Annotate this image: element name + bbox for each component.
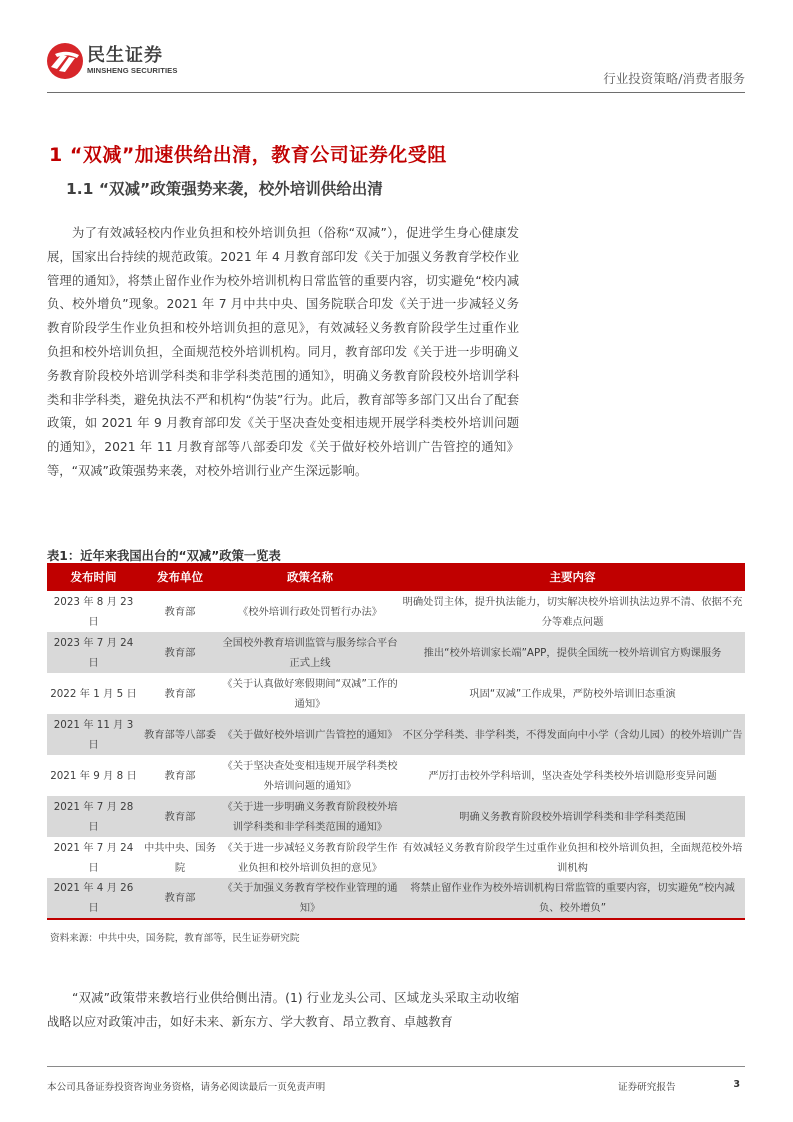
cell-date: 2021 年 4 月 26 日 [47,878,140,919]
section-label: 行业投资策略/消费者服务 [603,71,745,86]
cell-policy: 《关于认真做好寒假期间“双减”工作的通知》 [220,673,400,714]
table-source-note: 资料来源：中共中央，国务院，教育部等，民生证券研究院 [50,933,300,944]
cell-policy: 《关于进一步减轻义务教育阶段学生作业负担和校外培训负担的意见》 [220,837,400,878]
cell-issuer: 教育部 [140,796,220,837]
cell-content: 巩固“双减”工作成果，严防校外培训旧态重演 [400,673,745,714]
table-header-row [47,563,745,591]
cell-issuer: 中共中央、国务院 [140,837,220,878]
table-row [47,878,745,919]
cell-date: 2023 年 8 月 23 日 [47,591,140,632]
logo-chinese-name: 民生证券 [87,45,163,66]
cell-policy: 《关于进一步明确义务教育阶段校外培训学科类和非学科类范围的通知》 [220,796,400,837]
cell-policy: 全国校外教育培训监管与服务综合平台正式上线 [220,632,400,673]
cell-policy: 《关于坚决查处变相违规开展学科类校外培训问题的通知》 [220,755,400,796]
cell-content: 有效减轻义务教育阶段学生过重作业负担和校外培训负担，全面规范校外培训机构 [400,837,745,878]
column-header-date: 发布时间 [47,563,140,591]
policy-table [47,563,745,920]
company-logo [47,43,178,79]
column-header-issuer: 发布单位 [140,563,220,591]
logo-swoosh-icon [47,43,83,79]
body-paragraph-1: 为了有效减轻校内作业负担和校外培训负担（俗称“双减”），促进学生身心健康发展，国家出台持续的规范政策。2021 年 4 月教育部印发《关于加强义务教育学校作业管理的通知》，将禁止留作业作为校外培训机构日常监管的重要内容，切实避免“校内减负、校外增负”现象。2021 年 7 月中共中央、国务院联合印发《关于进一步减轻义务教育阶段学生作业负担和校外培训负担的意见》，有效减轻义务教育阶段学生过重作业负担和校外培训负担，全面规范校外培训机构。同月，教育部印发《关于进一步明确义务教育阶段校外培训学科类和非学科类范围的通知》，明确义务教育阶段校外培训学科类和非学科类，避免执法不严和机构“伪装”行为。此后，教育部等多部门又出台了配套政策，如 2021 年 9 月教育部印发《关于坚决查处变相违规开展学科类校外培训问题的通知》，2021 年 11 月教育部等八部委印发《关于做好校外培训广告管控的通知》等，“双减”政策强势来袭，对校外培训行业产生深远影响。 [47,226,519,478]
cell-date: 2021 年 9 月 8 日 [47,755,140,796]
table-title: 表1：近年来我国出台的“双减”政策一览表 [47,549,281,563]
table-row [47,714,745,755]
subsection-heading: 1.1 “双减”政策强势来袭，校外培训供给出清 [66,180,383,198]
table-row [47,591,745,632]
cell-issuer: 教育部 [140,632,220,673]
table-row [47,837,745,878]
cell-policy: 《关于做好校外培训广告管控的通知》 [220,714,400,755]
section-heading: 1 “双减”加速供给出清，教育公司证券化受阻 [49,144,447,166]
footer-disclaimer: 本公司具备证券投资咨询业务资格，请务必阅读最后一页免责声明 [47,1082,326,1093]
cell-issuer: 教育部 [140,755,220,796]
cell-date: 2022 年 1 月 5 日 [47,673,140,714]
cell-content: 将禁止留作业作为校外培训机构日常监管的重要内容，切实避免“校内减负、校外增负” [400,878,745,919]
cell-date: 2021 年 7 月 28 日 [47,796,140,837]
cell-issuer: 教育部 [140,878,220,919]
cell-content: 明确义务教育阶段校外培训学科类和非学科类范围 [400,796,745,837]
table-row [47,796,745,837]
table-row [47,673,745,714]
cell-issuer: 教育部 [140,591,220,632]
cell-policy: 《关于加强义务教育学校作业管理的通知》 [220,878,400,919]
cell-content: 推出“校外培训家长端”APP，提供全国统一校外培训官方购课服务 [400,632,745,673]
cell-date: 2021 年 7 月 24 日 [47,837,140,878]
cell-content: 严厉打击校外学科培训，坚决查处学科类校外培训隐形变异问题 [400,755,745,796]
page-header [47,43,745,93]
cell-content: 明确处罚主体，提升执法能力，切实解决校外培训执法边界不清、依据不充分等难点问题 [400,591,745,632]
page-number: 3 [733,1079,740,1090]
cell-date: 2021 年 11 月 3 日 [47,714,140,755]
column-header-content: 主要内容 [400,563,745,591]
table-row [47,632,745,673]
column-header-policy: 政策名称 [220,563,400,591]
page-footer [47,1066,745,1093]
cell-issuer: 教育部 [140,673,220,714]
logo-english-name: MINSHENG SECURITIES [87,66,178,75]
cell-date: 2023 年 7 月 24 日 [47,632,140,673]
cell-content: 不区分学科类、非学科类，不得发面向中小学（含幼儿园）的校外培训广告 [400,714,745,755]
table-row [47,755,745,796]
body-paragraph-2: “双减”政策带来教培行业供给侧出清。(1) 行业龙头公司、区域龙头采取主动收缩战略以应对政策冲击，如好未来、新东方、学大教育、昂立教育、卓越教育 [47,991,519,1029]
footer-report-type: 证券研究报告 [618,1082,676,1093]
cell-issuer: 教育部等八部委 [140,714,220,755]
cell-policy: 《校外培训行政处罚暂行办法》 [220,591,400,632]
